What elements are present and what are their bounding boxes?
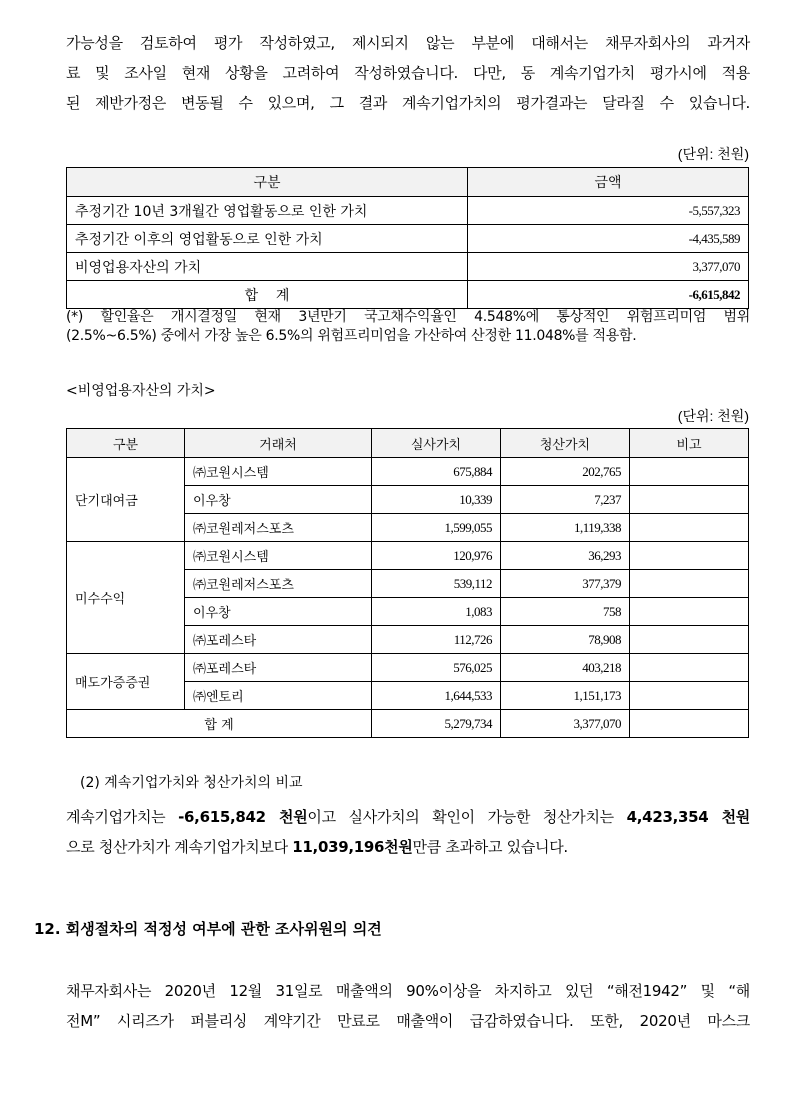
header-due-diligence-value: 실사가치 bbox=[372, 429, 501, 458]
total-liquidation: 3,377,070 bbox=[501, 710, 630, 738]
total-label: 합 계 bbox=[67, 710, 372, 738]
row-party: 이우창 bbox=[185, 486, 372, 514]
table1-unit-label: (단위: 천원) bbox=[677, 146, 749, 162]
row-party: ㈜코원레저스포츠 bbox=[185, 570, 372, 598]
text: 이고 실사가치의 확인이 가능한 청산가치는 bbox=[307, 808, 627, 826]
comparison-subtitle: (2) 계속기업가치와 청산가치의 비교 bbox=[80, 775, 303, 791]
table-row bbox=[67, 542, 749, 570]
table-row bbox=[67, 654, 749, 682]
row-remark bbox=[630, 598, 749, 626]
row-party: ㈜엔토리 bbox=[185, 682, 372, 710]
row-remark bbox=[630, 626, 749, 654]
comparison-line-2 bbox=[66, 832, 750, 862]
header-liquidation-value: 청산가치 bbox=[501, 429, 630, 458]
table-row bbox=[67, 197, 749, 225]
table-header-row bbox=[67, 168, 749, 197]
row-party: 이우창 bbox=[185, 598, 372, 626]
total-amount: -6,615,842 bbox=[468, 281, 749, 309]
row-liquidation: 1,151,173 bbox=[501, 682, 630, 710]
row-label: 추정기간 10년 3개월간 영업활동으로 인한 가치 bbox=[67, 197, 468, 225]
row-party: ㈜코원시스템 bbox=[185, 458, 372, 486]
row-amount: -4,435,589 bbox=[468, 225, 749, 253]
discount-rate-note bbox=[66, 308, 750, 346]
row-due-diligence: 1,644,533 bbox=[372, 682, 501, 710]
row-category: 단기대여금 bbox=[67, 458, 185, 542]
row-liquidation: 758 bbox=[501, 598, 630, 626]
total-remark bbox=[630, 710, 749, 738]
row-party: ㈜코원시스템 bbox=[185, 542, 372, 570]
row-party: ㈜포레스타 bbox=[185, 654, 372, 682]
row-liquidation: 377,379 bbox=[501, 570, 630, 598]
table-total-row bbox=[67, 710, 749, 738]
row-due-diligence: 120,976 bbox=[372, 542, 501, 570]
row-amount: 3,377,070 bbox=[468, 253, 749, 281]
row-due-diligence: 10,339 bbox=[372, 486, 501, 514]
row-amount: -5,557,323 bbox=[468, 197, 749, 225]
non-operating-assets-table bbox=[66, 428, 749, 738]
note-line: (2.5%~6.5%) 중에서 가장 높은 6.5%의 위험프리미엄을 가산하여 산정한 11.048%를 적용함. bbox=[66, 328, 637, 344]
row-due-diligence: 576,025 bbox=[372, 654, 501, 682]
row-liquidation: 1,119,338 bbox=[501, 514, 630, 542]
row-liquidation: 7,237 bbox=[501, 486, 630, 514]
table2-title: <비영업용자산의 가치> bbox=[66, 383, 216, 399]
table-row bbox=[67, 225, 749, 253]
table-header-row bbox=[67, 429, 749, 458]
section-12-line: 전M” 시리즈가 퍼블리싱 계약기간 만료로 매출액이 급감하였습니다. 또한, 2020년 마스크 bbox=[66, 1012, 750, 1030]
header-amount: 금액 bbox=[468, 168, 749, 197]
row-party: ㈜포레스타 bbox=[185, 626, 372, 654]
row-label: 비영업용자산의 가치 bbox=[67, 253, 468, 281]
row-remark bbox=[630, 458, 749, 486]
row-liquidation: 78,908 bbox=[501, 626, 630, 654]
row-remark bbox=[630, 682, 749, 710]
text: 계속기업가치는 bbox=[66, 808, 179, 826]
intro-line: 된 제반가정은 변동될 수 있으며, 그 결과 계속기업가치의 평가결과는 달라질 수 있습니다. bbox=[66, 94, 750, 112]
row-due-diligence: 1,083 bbox=[372, 598, 501, 626]
row-remark bbox=[630, 542, 749, 570]
section-12-heading: 12. 회생절차의 적정성 여부에 관한 조사위원의 의견 bbox=[34, 920, 382, 938]
note-line: (*) 할인율은 개시결정일 현재 3년만기 국고채수익율인 4.548%에 통상적인 위험프리미엄 범위 bbox=[66, 309, 750, 325]
row-label: 추정기간 이후의 영업활동으로 인한 가치 bbox=[67, 225, 468, 253]
row-party: ㈜코원레저스포츠 bbox=[185, 514, 372, 542]
intro-paragraph bbox=[66, 28, 750, 118]
comparison-line-1 bbox=[66, 802, 750, 832]
row-due-diligence: 112,726 bbox=[372, 626, 501, 654]
header-category: 구분 bbox=[67, 168, 468, 197]
row-liquidation: 403,218 bbox=[501, 654, 630, 682]
header-party: 거래처 bbox=[185, 429, 372, 458]
row-liquidation: 36,293 bbox=[501, 542, 630, 570]
going-concern-value-table bbox=[66, 167, 749, 309]
row-category: 미수수익 bbox=[67, 542, 185, 654]
total-due-diligence: 5,279,734 bbox=[372, 710, 501, 738]
excess-amount: 11,039,196천원 bbox=[292, 838, 413, 856]
table2-unit-label: (단위: 천원) bbox=[677, 408, 749, 424]
text: 으로 청산가치가 계속기업가치보다 bbox=[66, 838, 293, 856]
section-12-paragraph bbox=[66, 976, 750, 1036]
intro-line: 가능성을 검토하여 평가 작성하였고, 제시되지 않는 부분에 대해서는 채무자회사의 과거자 bbox=[66, 34, 750, 52]
row-remark bbox=[630, 514, 749, 542]
total-label: 합 계 bbox=[67, 281, 468, 309]
liquidation-value: 4,423,354 천원 bbox=[626, 808, 750, 826]
row-remark bbox=[630, 570, 749, 598]
row-remark bbox=[630, 486, 749, 514]
row-category: 매도가증증권 bbox=[67, 654, 185, 710]
section-12-line: 채무자회사는 2020년 12월 31일로 매출액의 90%이상을 차지하고 있던 “해전1942” 및 “해 bbox=[66, 982, 750, 1000]
row-remark bbox=[630, 654, 749, 682]
row-due-diligence: 1,599,055 bbox=[372, 514, 501, 542]
header-remark: 비고 bbox=[630, 429, 749, 458]
text: 만큼 초과하고 있습니다. bbox=[412, 838, 568, 856]
header-category: 구분 bbox=[67, 429, 185, 458]
going-concern-value: -6,615,842 천원 bbox=[178, 808, 308, 826]
table-row bbox=[67, 458, 749, 486]
row-liquidation: 202,765 bbox=[501, 458, 630, 486]
row-due-diligence: 675,884 bbox=[372, 458, 501, 486]
intro-line: 료 및 조사일 현재 상황을 고려하여 작성하였습니다. 다만, 동 계속기업가치 평가시에 적용 bbox=[66, 64, 750, 82]
comparison-paragraph bbox=[66, 802, 750, 862]
row-due-diligence: 539,112 bbox=[372, 570, 501, 598]
table-row bbox=[67, 253, 749, 281]
table-total-row bbox=[67, 281, 749, 309]
